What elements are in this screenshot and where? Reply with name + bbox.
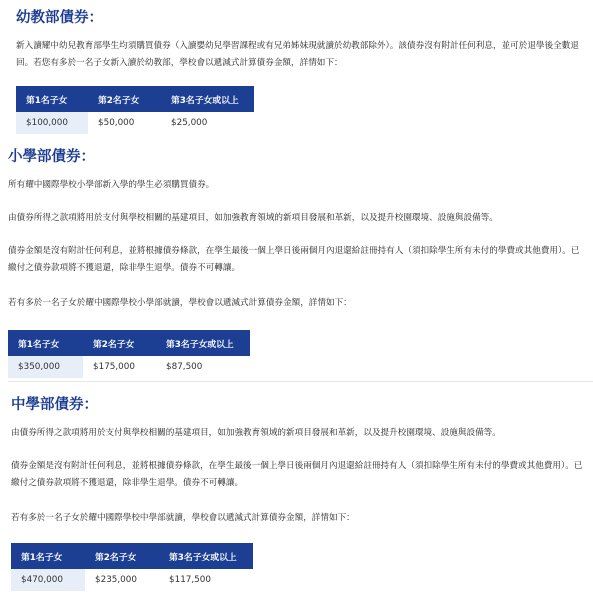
column-header-child-1: 第1名子女 — [8, 330, 83, 356]
column-header-child-2: 第2名子女 — [85, 543, 159, 569]
amount-child-2: $50,000 — [88, 112, 161, 134]
column-header-child-3-plus: 第3名子女或以上 — [161, 86, 254, 112]
primary-bond-title: 小學部債券： — [8, 149, 95, 165]
kindergarten-bond-paragraph: 新入讀耀中幼兒教育部學生均須購買債券（入讀嬰幼兒學習課程或有兄弟姊妹現就讀於幼教部除外）。該債券沒有附計任何利息，並可於退學後全數退回。若您有多於一名子女新入讀於幼教部，學校會以遞減式計算債券金額，詳情如下： — [16, 41, 579, 68]
amount-child-1: $350,000 — [8, 356, 83, 378]
column-header-child-3-plus: 第3名子女或以上 — [156, 330, 250, 356]
primary-bond-table — [8, 330, 250, 378]
primary-bond-paragraph-4: 若有多於一名子女於耀中國際學校小學部就讀，學校會以遞減式計算債券金額，詳情如下： — [8, 298, 352, 308]
secondary-bond-table — [11, 543, 253, 591]
primary-bond-paragraph-3: 債券金額是沒有附計任何利息，並將根據債券條款，在學生最後一個上學日後兩個月內退還給註冊持有人（須扣除學生所有未付的學費或其他費用）。已繳付之債券款項將不獲退還，除非學生退學。債券不可轉讓。 — [8, 246, 580, 273]
amount-child-3-plus: $87,500 — [156, 356, 250, 378]
secondary-bond-paragraph-1: 由債券所得之款項將用於支付與學校相關的基建項目，如加強教育領域的新項目發展和革新，以及提升校園環境、設施與設備等。 — [11, 428, 501, 438]
column-header-child-1: 第1名子女 — [16, 86, 88, 112]
section-divider — [8, 381, 593, 382]
secondary-bond-paragraph-3: 若有多於一名子女於耀中國際學校中學部就讀，學校會以遞減式計算債券金額，詳情如下： — [11, 513, 355, 523]
column-header-child-3-plus: 第3名子女或以上 — [159, 543, 253, 569]
table-header-row — [11, 543, 253, 569]
amount-child-1: $470,000 — [11, 569, 85, 591]
column-header-child-1: 第1名子女 — [11, 543, 85, 569]
secondary-bond-paragraph-2: 債券金額是沒有附計任何利息，並將根據債券條款，在學生最後一個上學日後兩個月內退還給註冊持有人（須扣除學生所有未付的學費或其他費用）。已繳付之債券款項將不獲退還，除非學生退學。債券不可轉讓。 — [11, 461, 583, 488]
table-row — [11, 569, 253, 591]
column-header-child-2: 第2名子女 — [83, 330, 156, 356]
amount-child-3-plus: $117,500 — [159, 569, 253, 591]
primary-bond-paragraph-2: 由債券所得之款項將用於支付與學校相關的基建項目，如加強教育領域的新項目發展和革新，以及提升校園環境、設施與設備等。 — [8, 213, 498, 223]
table-row — [16, 112, 254, 134]
primary-bond-paragraph-1: 所有耀中國際學校小學部新入學的學生必須購買債券。 — [8, 180, 215, 190]
table-header-row — [8, 330, 250, 356]
kindergarten-bond-table — [16, 86, 254, 134]
table-header-row — [16, 86, 254, 112]
amount-child-3-plus: $25,000 — [161, 112, 254, 134]
table-row — [8, 356, 250, 378]
kindergarten-bond-title: 幼教部債券： — [16, 10, 103, 26]
amount-child-2: $175,000 — [83, 356, 156, 378]
secondary-bond-title: 中學部債券： — [11, 397, 98, 413]
amount-child-2: $235,000 — [85, 569, 159, 591]
column-header-child-2: 第2名子女 — [88, 86, 161, 112]
amount-child-1: $100,000 — [16, 112, 88, 134]
